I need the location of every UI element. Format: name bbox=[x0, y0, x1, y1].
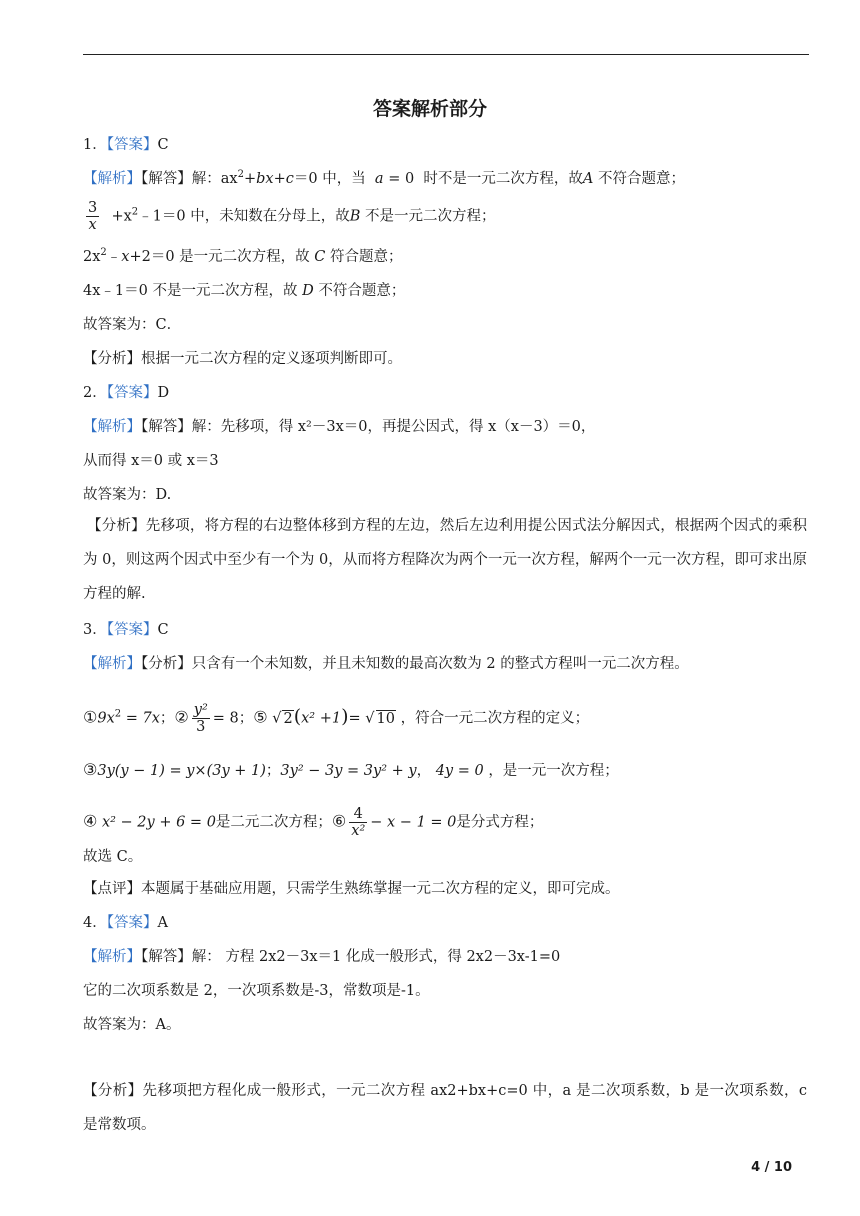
q1-explanation: 【解析】【解答】解：$ax^2+bx+c=0$ 中，当 a = 0 时不是一元二次方程，故A 不符合题意； bbox=[83, 169, 685, 187]
q1-answer-tag: 【答案】 bbox=[106, 137, 158, 153]
q1-answer: C bbox=[157, 137, 169, 153]
q3-explain-tag: 【解析】 bbox=[83, 656, 141, 672]
q2-line2: 从而得 x＝0 或 x＝3 bbox=[83, 453, 219, 469]
q3-row2: ③3y(y − 1) = y×(3y + 1)；3y² − 3y = 3y² + y， 4y = 0 ，是一元一次方程； bbox=[83, 760, 619, 779]
page-number: 4 / 10 bbox=[751, 1160, 792, 1175]
q4-answer-line bbox=[83, 913, 168, 933]
q2-analysis: 【分析】先移项，将方程的右边整体移到方程的左边，然后左边利用提公因式法分解因式，根据两个因式的乘积为 0，则这两个因式中至少有一个为 0，从而将方程降次为两个一元一次方程，解两个一元一次方程，即可求出原方程的解. bbox=[83, 518, 807, 602]
q1-fraction: $\frac{3}{x}$ bbox=[88, 200, 98, 233]
q3-explanation: 【解析】【分析】只含有一个未知数，并且未知数的最高次数为 2 的整式方程叫一元二次方程。 bbox=[83, 656, 689, 672]
q3-answer-tag: 【答案】 bbox=[106, 622, 158, 638]
q3-row3: ④ x² − 2y + 6 = 0是二元二次方程；⑥ $\frac{4}{\text{x²}}$ − x − 1 = 0是分式方程； bbox=[83, 806, 544, 839]
q3-number: 3． bbox=[83, 622, 107, 638]
q1-explain-tag: 【解析】 bbox=[83, 171, 141, 187]
q1-line4: 4x﹣1＝0 不是一元二次方程，故 D 不符合题意； bbox=[83, 283, 406, 299]
q2-answer-line bbox=[83, 383, 169, 403]
q3-fraction-1: $\frac{\text{y²}}{3}$ bbox=[193, 702, 208, 735]
q1-answer-line bbox=[83, 135, 169, 155]
q1-conclusion: 故答案为：C． bbox=[83, 317, 182, 333]
q1-line2: $\frac{3}{x}$ $+x^2﹣1=0$ 中，未知数在分母上，故B 不是一元二次方程； bbox=[88, 200, 496, 233]
q4-explain-tag: 【解析】 bbox=[83, 949, 141, 965]
q2-answer-tag: 【答案】 bbox=[106, 385, 158, 401]
q1-analysis: 【分析】根据一元二次方程的定义逐项判断即可。 bbox=[83, 351, 402, 367]
q2-explain-tag: 【解析】 bbox=[83, 419, 141, 435]
q1-line3: $2x^2﹣x+2=0$ 是一元二次方程，故 C 符合题意； bbox=[83, 247, 403, 265]
q4-conclusion: 故答案为：A。 bbox=[83, 1017, 181, 1033]
q1-number: 1． bbox=[83, 137, 107, 153]
q3-fraction-2: $\frac{4}{\text{x²}}$ bbox=[351, 806, 366, 839]
q4-analysis: 【分析】先移项把方程化成一般形式，一元二次方程 ax2+bx+c=0 中，a 是二次项系数，b 是一次项系数，c 是常数项。 bbox=[83, 1083, 807, 1133]
q4-explanation: 【解析】【解答】解： 方程 2x2－3x＝1 化成一般形式，得 2x2－3x-1=0 bbox=[83, 949, 561, 965]
q4-number: 4． bbox=[83, 915, 107, 931]
q2-answer: D bbox=[157, 385, 170, 401]
q2-conclusion: 故答案为：D. bbox=[83, 487, 172, 503]
header-rule bbox=[83, 54, 809, 55]
q2-number: 2． bbox=[83, 385, 107, 401]
q4-answer-tag: 【答案】 bbox=[106, 915, 158, 931]
page-title: 答案解析部分 bbox=[372, 98, 487, 120]
q3-review: 【点评】本题属于基础应用题，只需学生熟练掌握一元二次方程的定义，即可完成。 bbox=[83, 881, 620, 897]
q3-row1: $①9x^2 = 7x$；② $\frac{\text{y²}}{3}$ = 8；⑤ √ 2(x² +1)= √ 10 ，符合一元二次方程的定义； bbox=[83, 702, 590, 735]
q2-explanation: 【解析】【解答】解：先移项，得 x²－3x＝0，再提公因式，得 x（x－3）＝0， bbox=[83, 419, 596, 435]
q3-answer-line bbox=[83, 620, 169, 640]
q3-conclusion: 故选 C。 bbox=[83, 849, 143, 865]
q3-answer: C bbox=[157, 622, 169, 638]
q4-answer: A bbox=[157, 915, 168, 931]
q4-line2: 它的二次项系数是 2，一次项系数是-3，常数项是-1。 bbox=[83, 983, 430, 999]
